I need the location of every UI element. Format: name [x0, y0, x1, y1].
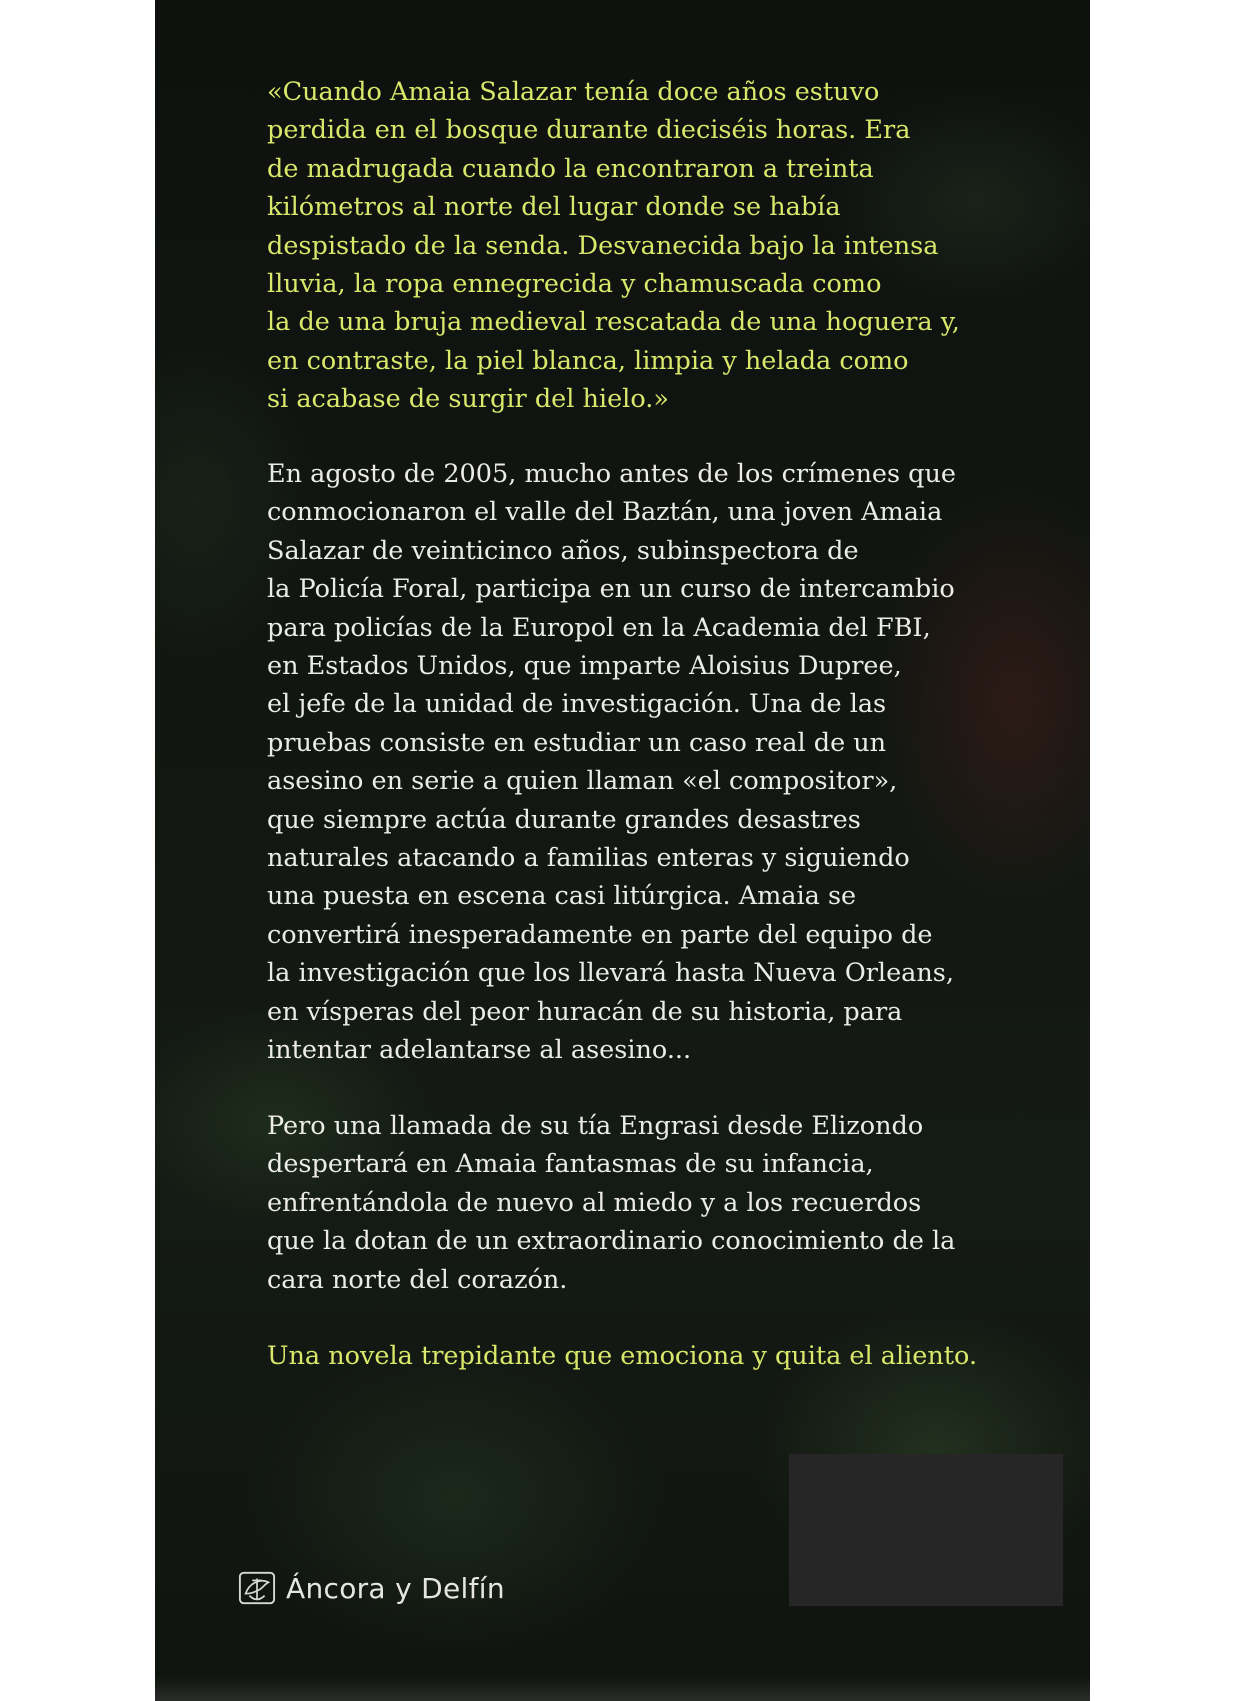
- call-line: Pero una llamada de su tía Engrasi desde Elizondo: [267, 1111, 924, 1141]
- publisher-imprint: [238, 1569, 505, 1607]
- synopsis-line: en Estados Unidos, que imparte Aloisius Dupree,: [267, 651, 902, 682]
- call-line: despertará en Amaia fantasmas de su infancia,: [267, 1149, 874, 1180]
- synopsis-line: asesino en serie a quien llaman «el compositor»,: [267, 766, 898, 797]
- quote-line: «Cuando Amaia Salazar tenía doce años estuvo: [267, 77, 880, 107]
- book-back-cover: [155, 0, 1090, 1701]
- synopsis-line: la investigación que los llevará hasta Nueva Orleans,: [267, 958, 954, 989]
- synopsis-line: la Policía Foral, participa en un curso de intercambio: [267, 574, 955, 605]
- quote-line: despistado de la senda. Desvanecida bajo la intensa: [267, 230, 939, 261]
- quote-line: en contraste, la piel blanca, limpia y helada como: [267, 345, 909, 376]
- call-line: cara norte del corazón.: [267, 1264, 568, 1295]
- synopsis-paragraph: [267, 455, 987, 1070]
- synopsis-line: una puesta en escena casi litúrgica. Amaia se: [267, 881, 857, 912]
- synopsis-line: conmocionaron el valle del Baztán, una joven Amaia: [267, 497, 943, 528]
- barcode-placeholder: [789, 1454, 1063, 1606]
- call-line: que la dotan de un extraordinario conocimiento de la: [267, 1226, 956, 1257]
- synopsis-line: que siempre actúa durante grandes desastres: [267, 804, 861, 835]
- quote-line: perdida en el bosque durante dieciséis horas. Era: [267, 115, 911, 146]
- tagline: [267, 1337, 987, 1375]
- synopsis-line: pruebas consiste en estudiar un caso real de un: [267, 727, 887, 758]
- tagline-line: Una novela trepidante que emociona y quita el aliento.: [267, 1341, 978, 1371]
- synopsis-line: naturales atacando a familias enteras y siguiendo: [267, 843, 910, 874]
- synopsis-line: intentar adelantarse al asesino...: [267, 1035, 692, 1066]
- cover-bottom-edge: [155, 1676, 1090, 1701]
- anchor-dolphin-logo-icon: [238, 1569, 276, 1607]
- publisher-name: Áncora y Delfín: [286, 1571, 505, 1605]
- quote-line: kilómetros al norte del lugar donde se había: [267, 192, 841, 223]
- synopsis-line: convertirá inesperadamente en parte del equipo de: [267, 919, 933, 950]
- quote-line: lluvia, la ropa ennegrecida y chamuscada como: [267, 269, 882, 300]
- call-line: enfrentándola de nuevo al miedo y a los recuerdos: [267, 1187, 922, 1218]
- synopsis-line: para policías de la Europol en la Academia del FBI,: [267, 612, 931, 643]
- synopsis-line: el jefe de la unidad de investigación. Una de las: [267, 689, 887, 720]
- call-paragraph: [267, 1107, 987, 1299]
- synopsis-line: Salazar de veinticinco años, subinspectora de: [267, 535, 859, 566]
- opening-quote-paragraph: [267, 73, 987, 419]
- quote-line: si acabase de surgir del hielo.»: [267, 384, 669, 415]
- quote-line: de madrugada cuando la encontraron a treinta: [267, 153, 874, 184]
- quote-line: la de una bruja medieval rescatada de una hoguera y,: [267, 307, 960, 338]
- synopsis-line: en vísperas del peor huracán de su historia, para: [267, 996, 903, 1027]
- synopsis-line: En agosto de 2005, mucho antes de los crímenes que: [267, 459, 957, 489]
